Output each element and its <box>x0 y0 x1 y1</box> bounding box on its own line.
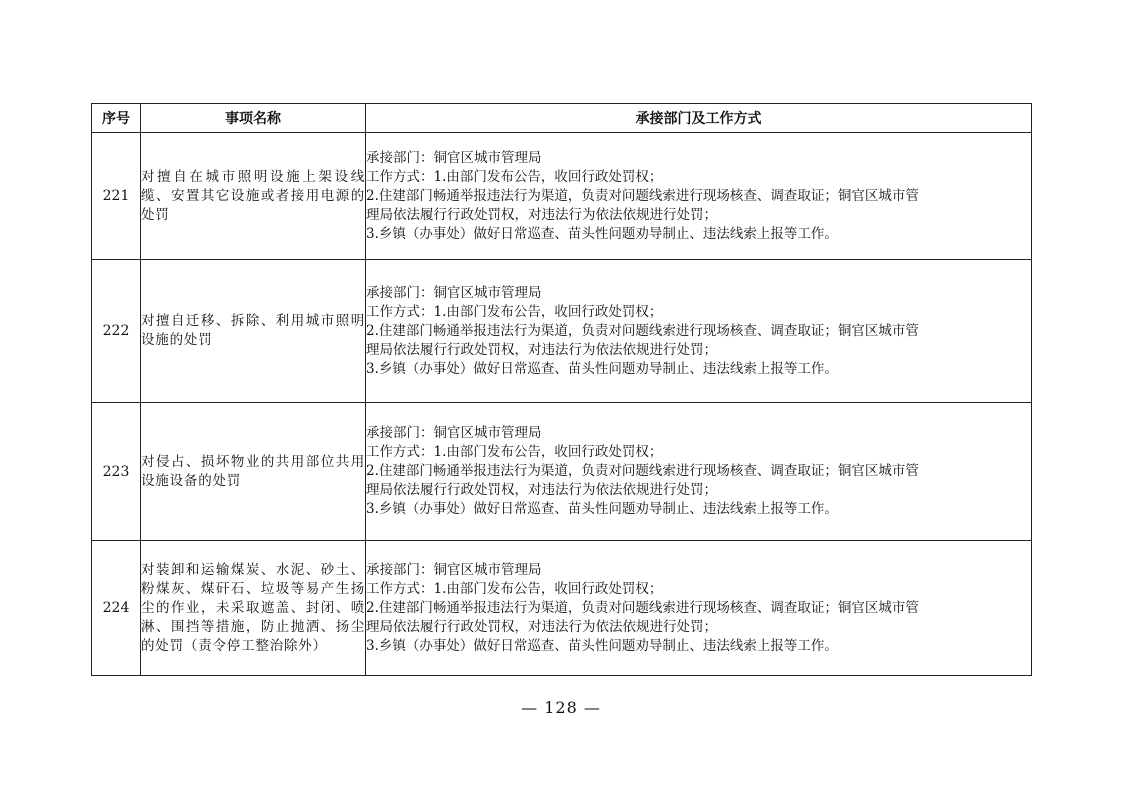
department-method <box>366 133 1032 260</box>
header-department-method: 承接部门及工作方式 <box>366 104 1032 133</box>
row-number: 224 <box>92 541 141 676</box>
department-line: 承接部门：铜官区城市管理局 <box>366 149 542 166</box>
method-line: 3.乡镇（办事处）做好日常巡查、苗头性问题劝导制止、违法线索上报等工作。 <box>366 637 838 654</box>
method-line: 理局依法履行行政处罚权，对违法行为依法依规进行处罚； <box>366 618 717 635</box>
department-line: 承接部门：铜官区城市管理局 <box>366 284 542 301</box>
department-method <box>366 403 1032 541</box>
method-line: 2.住建部门畅通举报违法行为渠道，负责对问题线索进行现场核查、调查取证；铜官区城市管 <box>366 187 919 204</box>
item-name: 对装卸和运输煤炭、水泥、砂土、粉煤灰、煤矸石、垃圾等易产生扬尘的作业，未采取遮盖、封闭、喷淋、围挡等措施，防止抛洒、扬尘的处罚（责令停工整治除外） <box>141 541 366 676</box>
item-name: 对侵占、损坏物业的共用部位共用设施设备的处罚 <box>141 403 366 541</box>
method-line: 理局依法履行行政处罚权，对违法行为依法依规进行处罚； <box>366 482 717 498</box>
items-table <box>91 103 1032 676</box>
table-row <box>92 541 1032 676</box>
method-line: 2.住建部门畅通举报违法行为渠道，负责对问题线索进行现场核查、调查取证；铜官区城市管 <box>366 322 919 339</box>
method-line: 3.乡镇（办事处）做好日常巡查、苗头性问题劝导制止、违法线索上报等工作。 <box>366 360 838 377</box>
table-row <box>92 403 1032 541</box>
table-header-row <box>92 104 1032 133</box>
row-number: 223 <box>92 403 141 541</box>
method-line: 3.乡镇（办事处）做好日常巡查、苗头性问题劝导制止、违法线索上报等工作。 <box>366 501 838 517</box>
method-line: 工作方式：1.由部门发布公告，收回行政处罚权； <box>366 168 663 185</box>
department-method <box>366 541 1032 676</box>
row-number: 221 <box>92 133 141 260</box>
method-line: 理局依法履行行政处罚权，对违法行为依法依规进行处罚； <box>366 341 717 358</box>
department-line: 承接部门：铜官区城市管理局 <box>366 561 542 578</box>
method-line: 工作方式：1.由部门发布公告，收回行政处罚权； <box>366 580 663 597</box>
method-line: 2.住建部门畅通举报违法行为渠道，负责对问题线索进行现场核查、调查取证；铜官区城市管 <box>366 599 919 616</box>
department-method <box>366 260 1032 403</box>
page-number: — 128 — <box>521 698 601 717</box>
header-item-name: 事项名称 <box>141 104 366 133</box>
method-line: 工作方式：1.由部门发布公告，收回行政处罚权； <box>366 444 663 460</box>
method-line: 工作方式：1.由部门发布公告，收回行政处罚权； <box>366 303 663 320</box>
department-line: 承接部门：铜官区城市管理局 <box>366 425 542 441</box>
method-line: 2.住建部门畅通举报违法行为渠道，负责对问题线索进行现场核查、调查取证；铜官区城市管 <box>366 463 919 479</box>
item-name: 对擅自迁移、拆除、利用城市照明设施的处罚 <box>141 260 366 403</box>
table-row <box>92 133 1032 260</box>
method-line: 理局依法履行行政处罚权，对违法行为依法依规进行处罚； <box>366 206 717 223</box>
header-serial: 序号 <box>92 104 141 133</box>
method-line: 3.乡镇（办事处）做好日常巡查、苗头性问题劝导制止、违法线索上报等工作。 <box>366 225 838 242</box>
table-row <box>92 260 1032 403</box>
item-name: 对擅自在城市照明设施上架设线缆、安置其它设施或者接用电源的处罚 <box>141 133 366 260</box>
row-number: 222 <box>92 260 141 403</box>
